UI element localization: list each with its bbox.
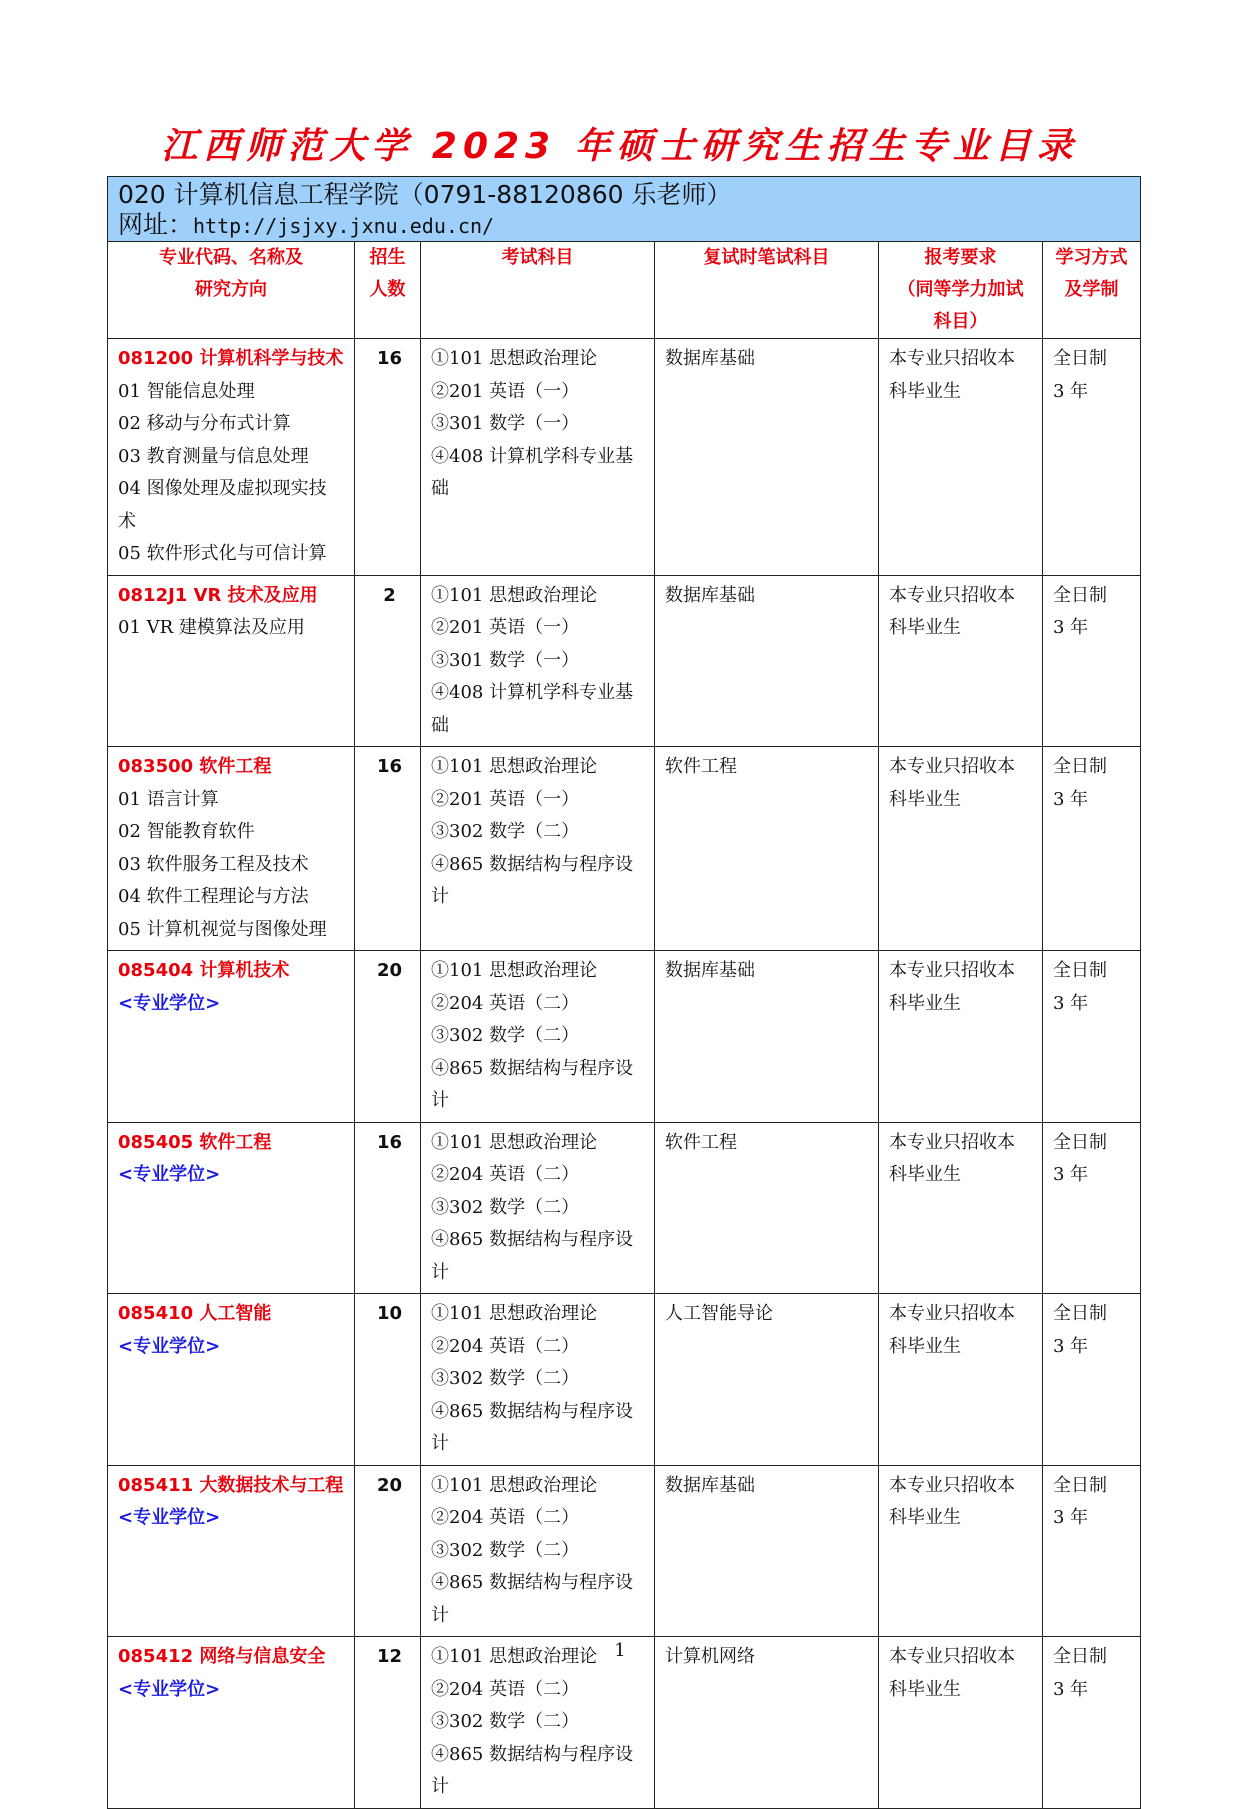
exam-subject: ①101 思想政治理论: [431, 1303, 598, 1324]
exam-cell: [421, 951, 655, 1123]
research-direction: 03 软件服务工程及技术: [118, 853, 309, 875]
major-code: 0812J1 VR 技术及应用: [118, 584, 318, 606]
study-mode: 3 年: [1053, 992, 1089, 1014]
requirement-text: 科毕业生: [889, 1507, 961, 1528]
research-direction: 04 软件工程理论与方法: [118, 886, 309, 907]
major-cell: [108, 575, 355, 747]
retest-cell: [655, 1637, 879, 1809]
quota-cell: [355, 575, 421, 747]
exam-subject: ④865 数据结构与程序设计: [431, 1572, 634, 1626]
exam-subject: ①101 思想政治理论: [431, 1646, 598, 1667]
requirement-cell: [879, 1637, 1043, 1809]
table-row: [108, 575, 1141, 747]
requirement-text: 科毕业生: [889, 617, 961, 638]
major-cell: [108, 951, 355, 1123]
study-mode: 全日制: [1053, 1131, 1107, 1153]
degree-type: <专业学位>: [118, 992, 221, 1014]
table-row: [108, 951, 1141, 1123]
research-direction: 02 智能教育软件: [118, 821, 255, 842]
col-header-quota: 招生 人数: [355, 242, 421, 339]
research-direction: 术: [118, 510, 136, 532]
research-direction: 01 语言计算: [118, 788, 219, 810]
requirement-text: 科毕业生: [889, 788, 961, 810]
retest-cell: [655, 1465, 879, 1637]
study-mode: 3 年: [1053, 788, 1089, 810]
enrollment-quota: 16: [376, 1131, 403, 1153]
requirement-text: 科毕业生: [889, 992, 961, 1014]
degree-type: <专业学位>: [118, 1164, 221, 1185]
exam-subject: ②204 英语（二）: [431, 992, 580, 1014]
retest-subject: 软件工程: [665, 1131, 737, 1153]
retest-subject: 数据库基础: [665, 348, 755, 369]
exam-subject: ②204 英语（二）: [431, 1164, 580, 1185]
exam-cell: [421, 575, 655, 747]
exam-subject: ④408 计算机学科专业基础: [431, 445, 634, 499]
requirement-text: 本专业只招收本: [889, 584, 1015, 606]
study-mode: 全日制: [1053, 1646, 1107, 1667]
exam-subject: ②201 英语（一）: [431, 617, 580, 638]
exam-subject: ④865 数据结构与程序设计: [431, 1057, 634, 1111]
study-cell: [1043, 575, 1141, 747]
requirement-text: 本专业只招收本: [889, 1303, 1015, 1324]
research-direction: 05 软件形式化与可信计算: [118, 543, 327, 564]
catalog-body: [108, 339, 1141, 1809]
study-mode: 全日制: [1053, 348, 1107, 369]
major-code: 085404 计算机技术: [118, 960, 290, 981]
exam-subject: ①101 思想政治理论: [431, 348, 598, 369]
exam-subject: ②204 英语（二）: [431, 1507, 580, 1528]
requirement-text: 科毕业生: [889, 1164, 961, 1185]
col-header-requirement: 报考要求 （同等学力加试 科目）: [879, 242, 1043, 339]
col-header-exam: 考试科目: [421, 242, 655, 339]
major-code: 085412 网络与信息安全: [118, 1646, 326, 1667]
quota-cell: [355, 1122, 421, 1294]
research-direction: 05 计算机视觉与图像处理: [118, 918, 327, 940]
col-header-major: 专业代码、名称及 研究方向: [108, 242, 355, 339]
exam-subject: ③302 数学（二）: [431, 1196, 580, 1218]
exam-cell: [421, 1637, 655, 1809]
retest-subject: 计算机网络: [665, 1646, 755, 1667]
requirement-cell: [879, 747, 1043, 951]
retest-subject: 人工智能导论: [665, 1303, 773, 1324]
requirement-text: 科毕业生: [889, 380, 961, 402]
major-code: 085405 软件工程: [118, 1131, 272, 1153]
website-label: 网址：: [118, 210, 194, 239]
table-row: [108, 1637, 1141, 1809]
exam-subject: ②201 英语（一）: [431, 788, 580, 810]
quota-cell: [355, 1637, 421, 1809]
col-header-study: 学习方式 及学制: [1043, 242, 1141, 339]
requirement-cell: [879, 575, 1043, 747]
study-mode: 全日制: [1053, 1303, 1107, 1324]
school-header: [108, 177, 1141, 242]
study-mode: 全日制: [1053, 1474, 1107, 1496]
degree-type: <专业学位>: [118, 1335, 221, 1357]
retest-subject: 数据库基础: [665, 584, 755, 606]
study-cell: [1043, 1637, 1141, 1809]
table-row: [108, 1465, 1141, 1637]
exam-subject: ①101 思想政治理论: [431, 960, 598, 981]
study-mode: 3 年: [1053, 1507, 1089, 1528]
exam-cell: [421, 1465, 655, 1637]
major-code: 085410 人工智能: [118, 1303, 272, 1324]
enrollment-quota: 20: [376, 960, 403, 981]
exam-subject: ③302 数学（二）: [431, 1368, 580, 1389]
study-mode: 全日制: [1053, 584, 1107, 606]
exam-subject: ④865 数据结构与程序设计: [431, 1400, 634, 1454]
col-header-retest: 复试时笔试科目: [655, 242, 879, 339]
table-row: [108, 1294, 1141, 1466]
retest-subject: 软件工程: [665, 756, 737, 777]
exam-subject: ③301 数学（一）: [431, 413, 580, 434]
website-link[interactable]: http://jsjxy.jxnu.edu.cn/: [193, 214, 495, 238]
major-cell: [108, 1294, 355, 1466]
exam-subject: ①101 思想政治理论: [431, 756, 598, 777]
exam-subject: ③302 数学（二）: [431, 821, 580, 842]
study-cell: [1043, 1294, 1141, 1466]
major-code: 083500 软件工程: [118, 756, 272, 777]
requirement-text: 本专业只招收本: [889, 1131, 1015, 1153]
exam-subject: ④865 数据结构与程序设计: [431, 1743, 634, 1797]
requirement-text: 科毕业生: [889, 1678, 961, 1700]
requirement-cell: [879, 951, 1043, 1123]
exam-subject: ①101 思想政治理论: [431, 1474, 598, 1496]
requirement-text: 本专业只招收本: [889, 348, 1015, 369]
requirement-cell: [879, 1122, 1043, 1294]
requirement-cell: [879, 1465, 1043, 1637]
enrollment-quota: 12: [376, 1646, 403, 1667]
enrollment-quota: 16: [376, 756, 403, 777]
exam-subject: ③301 数学（一）: [431, 649, 580, 671]
requirement-text: 本专业只招收本: [889, 756, 1015, 777]
requirement-text: 本专业只招收本: [889, 1474, 1015, 1496]
retest-cell: [655, 747, 879, 951]
exam-cell: [421, 747, 655, 951]
study-cell: [1043, 339, 1141, 576]
table-row: [108, 747, 1141, 951]
retest-subject: 数据库基础: [665, 1474, 755, 1496]
exam-subject: ③302 数学（二）: [431, 1539, 580, 1561]
exam-subject: ④408 计算机学科专业基础: [431, 682, 634, 736]
enrollment-quota: 10: [376, 1303, 403, 1324]
study-cell: [1043, 747, 1141, 951]
school-website: [118, 211, 1130, 241]
research-direction: 02 移动与分布式计算: [118, 413, 291, 434]
study-cell: [1043, 951, 1141, 1123]
quota-cell: [355, 951, 421, 1123]
major-cell: [108, 339, 355, 576]
major-cell: [108, 1465, 355, 1637]
degree-type: <专业学位>: [118, 1678, 221, 1700]
study-mode: 全日制: [1053, 960, 1107, 981]
exam-cell: [421, 1294, 655, 1466]
degree-type: <专业学位>: [118, 1507, 221, 1528]
school-name: 020 计算机信息工程学院（0791-88120860 乐老师）: [118, 180, 732, 209]
retest-cell: [655, 575, 879, 747]
research-direction: 04 图像处理及虚拟现实技: [118, 478, 327, 499]
exam-subject: ①101 思想政治理论: [431, 1131, 598, 1153]
study-mode: 全日制: [1053, 756, 1107, 777]
enrollment-quota: 16: [376, 348, 403, 369]
catalog-table: [107, 176, 1141, 1809]
requirement-cell: [879, 1294, 1043, 1466]
quota-cell: [355, 747, 421, 951]
study-cell: [1043, 1122, 1141, 1294]
exam-subject: ①101 思想政治理论: [431, 584, 598, 606]
column-header-row: [108, 242, 1141, 339]
study-mode: 3 年: [1053, 1335, 1089, 1357]
retest-cell: [655, 1294, 879, 1466]
research-direction: 03 教育测量与信息处理: [118, 445, 309, 467]
major-code: 085411 大数据技术与工程: [118, 1474, 344, 1496]
exam-subject: ④865 数据结构与程序设计: [431, 1229, 634, 1283]
study-mode: 3 年: [1053, 1164, 1089, 1185]
exam-cell: [421, 1122, 655, 1294]
quota-cell: [355, 339, 421, 576]
enrollment-quota: 20: [376, 1474, 403, 1496]
page-title: 江西师范大学 2023 年硕士研究生招生专业目录: [161, 126, 1079, 167]
study-mode: 3 年: [1053, 617, 1089, 638]
research-direction: 01 智能信息处理: [118, 380, 255, 402]
retest-cell: [655, 951, 879, 1123]
study-mode: 3 年: [1053, 380, 1089, 402]
study-cell: [1043, 1465, 1141, 1637]
major-cell: [108, 1122, 355, 1294]
retest-cell: [655, 1122, 879, 1294]
retest-subject: 数据库基础: [665, 960, 755, 981]
exam-subject: ②201 英语（一）: [431, 380, 580, 402]
major-cell: [108, 1637, 355, 1809]
exam-subject: ③302 数学（二）: [431, 1025, 580, 1046]
requirement-text: 科毕业生: [889, 1335, 961, 1357]
requirement-text: 本专业只招收本: [889, 960, 1015, 981]
quota-cell: [355, 1465, 421, 1637]
major-cell: [108, 747, 355, 951]
requirement-cell: [879, 339, 1043, 576]
requirement-text: 本专业只招收本: [889, 1646, 1015, 1667]
study-mode: 3 年: [1053, 1678, 1089, 1700]
table-row: [108, 339, 1141, 576]
exam-subject: ②204 英语（二）: [431, 1335, 580, 1357]
major-code: 081200 计算机科学与技术: [118, 348, 344, 369]
retest-cell: [655, 339, 879, 576]
exam-subject: ③302 数学（二）: [431, 1711, 580, 1732]
enrollment-quota: 2: [383, 584, 396, 606]
research-direction: 01 VR 建模算法及应用: [118, 617, 305, 638]
exam-subject: ④865 数据结构与程序设计: [431, 853, 634, 907]
quota-cell: [355, 1294, 421, 1466]
exam-subject: ②204 英语（二）: [431, 1678, 580, 1700]
page-number: 1: [614, 1640, 626, 1661]
table-row: [108, 1122, 1141, 1294]
exam-cell: [421, 339, 655, 576]
